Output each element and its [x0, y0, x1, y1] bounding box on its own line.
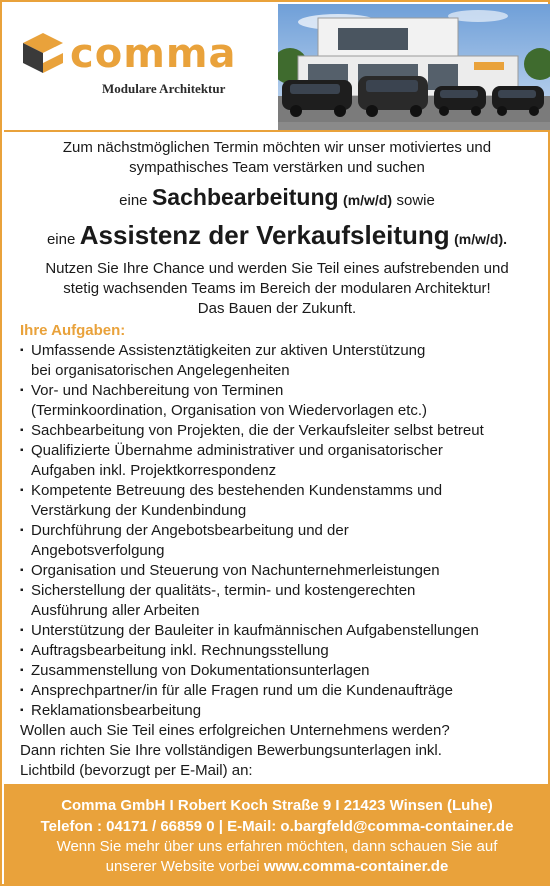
task-list [20, 341, 534, 721]
brand-logo [4, 4, 278, 130]
building-photo [278, 4, 550, 130]
task-line: Ausführung aller Arbeiten [31, 602, 200, 619]
task-item [20, 641, 534, 661]
ad-body [20, 138, 534, 781]
task-line: ▪ Vor- und Nachbereitung von Terminen [31, 382, 284, 399]
task-line: Aufgaben inkl. Projektkorrespondenz [31, 462, 277, 479]
job-prefix: eine [46, 231, 76, 248]
task-line: ▪ Durchführung der Angebotsbearbeitung und der [31, 522, 349, 539]
task-line: ▪ Ansprechpartner/in für alle Fragen rund um die Kundenaufträge [31, 682, 453, 699]
closing-line: Lichtbild (bevorzugt per E-Mail) an: [20, 762, 253, 779]
pitch-text [20, 259, 534, 319]
header-divider [4, 130, 550, 132]
task-line: Verstärkung der Kundenbindung [31, 502, 247, 519]
intro-line: Zum nächstmöglichen Termin möchten wir unser motiviertes und [62, 139, 492, 156]
website-hint: Wenn Sie mehr über uns erfahren möchten, dann schauen Sie auf [56, 838, 498, 855]
task-item [20, 561, 534, 581]
website-link[interactable]: www.comma-container.de [263, 858, 449, 875]
task-line: bei organisatorischen Angelegenheiten [31, 362, 290, 379]
job-title-1 [20, 182, 534, 216]
tasks-heading: Ihre Aufgaben: [20, 322, 126, 339]
job-title-2 [20, 220, 534, 255]
brand-name: comma [70, 31, 237, 77]
job-gender-tag: (m/w/d). [454, 231, 508, 247]
intro-line: sympathisches Team verstärken und suchen [129, 159, 425, 176]
task-line: ▪ Sicherstellung der qualitäts-, termin- und kostengerechten [31, 582, 416, 599]
header [4, 4, 550, 130]
company-contact[interactable]: Telefon : 04171 / 66859 0 | E-Mail: o.bargfeld@comma-container.de [40, 818, 514, 835]
job-title: Assistenz der Verkaufsleitung [79, 220, 450, 250]
job-gender-tag: (m/w/d) [343, 192, 393, 208]
task-item [20, 381, 534, 421]
pitch-line: Das Bauen der Zukunft. [197, 300, 357, 317]
task-item [20, 701, 534, 721]
task-item [20, 441, 534, 481]
website-hint-prefix: unserer Website vorbei [105, 858, 260, 875]
pitch-line: stetig wachsenden Teams im Bereich der modularen Architektur! [63, 280, 491, 297]
task-line: ▪ Sachbearbeitung von Projekten, die der Verkaufsleiter selbst betreut [31, 422, 484, 439]
company-address: Comma GmbH I Robert Koch Straße 9 I 21423 Winsen (Luhe) [61, 797, 493, 814]
task-item [20, 621, 534, 641]
pitch-line: Nutzen Sie Ihre Chance und werden Sie Teil eines aufstrebenden und [45, 260, 509, 277]
closing-text [20, 721, 534, 781]
closing-line: Dann richten Sie Ihre vollständigen Bewerbungsunterlagen inkl. [20, 742, 442, 759]
website-line [4, 857, 550, 877]
task-line: ▪ Unterstützung der Bauleiter in kaufmännischen Aufgabenstellungen [31, 622, 479, 639]
task-line: ▪ Kompetente Betreuung des bestehenden Kundenstamms und [31, 482, 443, 499]
intro-text [20, 138, 534, 178]
task-line: ▪ Reklamationsbearbeitung [31, 702, 202, 719]
task-item [20, 421, 534, 441]
task-line: ▪ Organisation und Steuerung von Nachunternehmerleistungen [31, 562, 440, 579]
task-line: ▪ Umfassende Assistenztätigkeiten zur aktiven Unterstützung [31, 342, 426, 359]
task-item [20, 521, 534, 561]
task-item [20, 341, 534, 381]
cube-logo-icon [20, 30, 66, 76]
task-line: ▪ Qualifizierte Übernahme administrativer und organisatorischer [31, 442, 443, 459]
task-line: (Terminkoordination, Organisation von Wiedervorlagen etc.) [31, 402, 428, 419]
brand-tagline: Modulare Architektur [102, 81, 226, 96]
job-suffix: sowie [396, 192, 435, 209]
task-item [20, 661, 534, 681]
task-line: Angebotsverfolgung [31, 542, 165, 559]
closing-line: Wollen auch Sie Teil eines erfolgreichen Unternehmens werden? [20, 722, 450, 739]
task-line: ▪ Zusammenstellung von Dokumentationsunterlagen [31, 662, 370, 679]
job-title: Sachbearbeitung [151, 184, 339, 210]
task-item [20, 681, 534, 701]
task-line: ▪ Auftragsbearbeitung inkl. Rechnungsstellung [31, 642, 329, 659]
job-prefix: eine [119, 192, 148, 209]
contact-footer [4, 784, 550, 886]
task-item [20, 581, 534, 621]
task-item [20, 481, 534, 521]
